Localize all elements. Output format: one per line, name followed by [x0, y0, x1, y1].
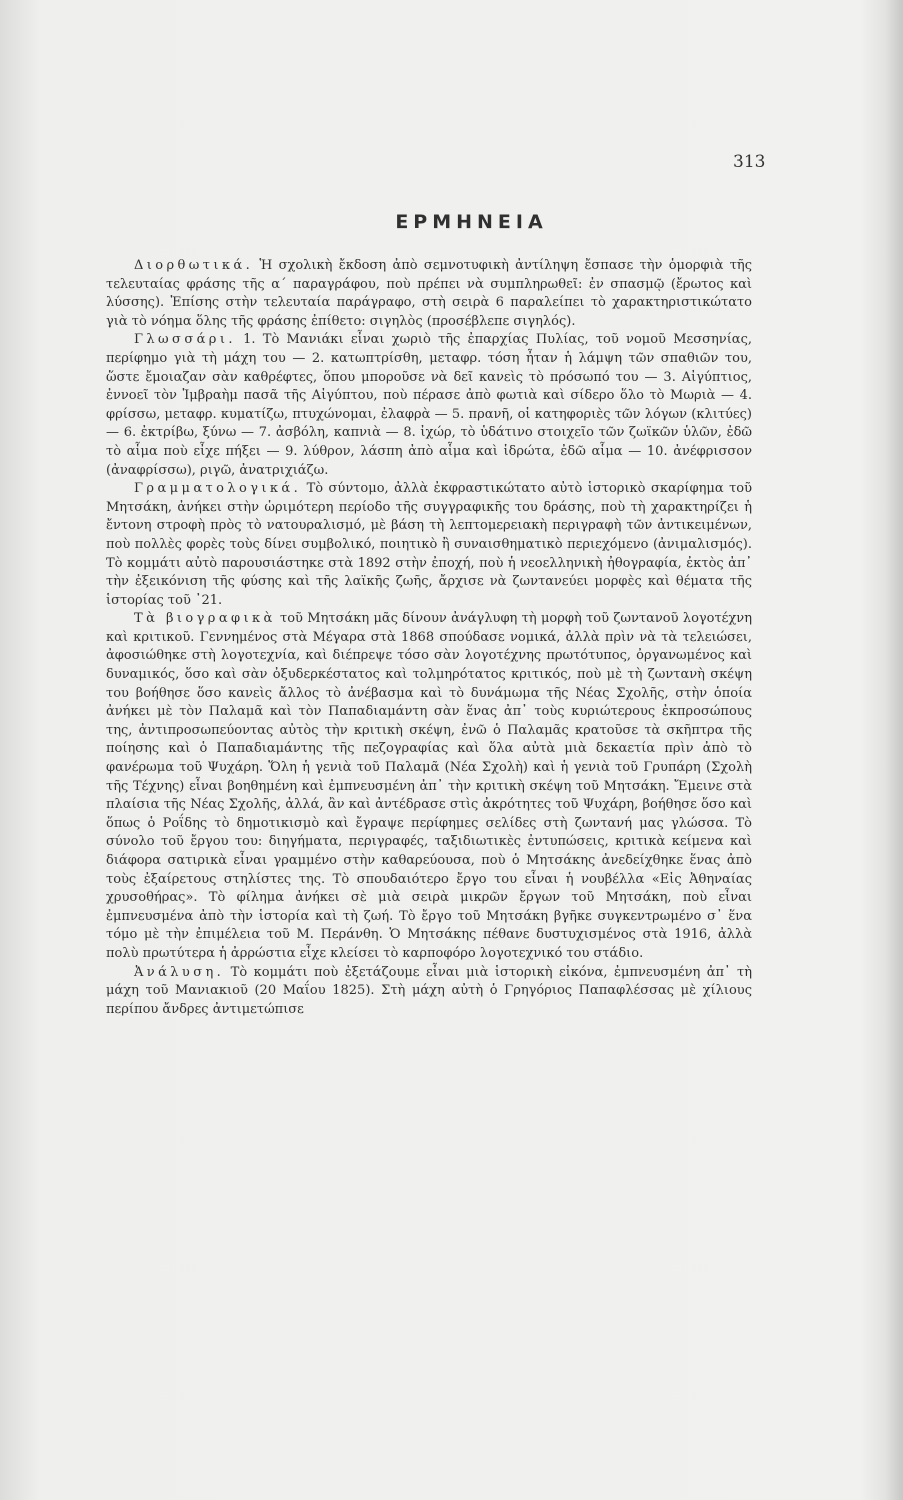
paragraph-text: Ἡ σχολικὴ ἔκδοση ἀπὸ σεμνοτυφικὴ ἀντίληψη ἔσπασε τὴν ὁμορφιὰ τῆς τελευταίας φράσης τῆς α΄ παραγράφου, ποὺ πρέπει νὰ συμπληρωθεῖ: ἐν σπασμῷ (ἔρωτος καὶ λύσσης). Ἐπίσης στὴν τελευταία παράγραφο, στὴ σειρὰ 6 παραλείπει τὸ χαρακτηριστικώτατο γιὰ τὸ νόημα ὅλης τῆς φράσης ἐπίθετο: σιγηλὸς (προσέβλεπε σιγηλός).	[106, 258, 752, 329]
paragraph-glossari	[106, 331, 752, 480]
section-label: Τὰ βιογραφικὰ	[134, 611, 276, 627]
body-text	[106, 257, 752, 1019]
paragraph-diorthotika	[106, 257, 752, 331]
paragraph-text: Τὸ κομμάτι ποὺ ἐξετάζουμε εἶναι μιὰ ἱστορικὴ εἰκόνα, ἐμπνευσμένη ἀπ᾽ τὴ μάχη τοῦ Μανιακιοῦ (20 Μαΐου 1825). Στὴ μάχη αὐτὴ ὁ Γρηγόριος Παπαφλέσσας μὲ χίλιους περίπου ἄνδρες ἀντιμετώπισε	[106, 964, 752, 1017]
paragraph-text: 1. Τὸ Μανιάκι εἶναι χωριὸ τῆς ἐπαρχίας Πυλίας, τοῦ νομοῦ Μεσσηνίας, περίφημο γιὰ τὴ μάχη του — 2. κατωπτρίσθη, μεταφρ. τόση ἦταν ἡ λάμψη τῶν σπαθιῶν του, ὥστε ἔμοιαζαν σὰν καθρέφτες, ὅπου μποροῦσε νὰ δεῖ κανεὶς τὸ πρόσωπό του — 3. Αἰγύπτιος, ἐννοεῖ τὸν Ἰμβραὴμ πασᾶ τῆς Αἰγύπτου, ποὺ πέρασε ἀπὸ φωτιὰ καὶ σίδερο ὅλο τὸ Μωριὰ — 4. φρίσσω, μεταφρ. κυματίζω, πτυχώνομαι, ἐλαφρὰ — 5. πρανῆ, οἱ κατηφοριὲς τῶν λόγων (κλιτύες) — 6. ἐκτρίβω, ξύνω — 7. ἀσβόλη, καπνιὰ — 8. ἰχώρ, τὸ ὑδάτινο στοιχεῖο τῶν ζωϊκῶν ὑλῶν, ἐδῶ τὸ αἷμα ποὺ εἶχε πήξει — 9. λύθρον, λάσπη ἀπὸ αἷμα καὶ ἱδρώτα, ἐδῶ αἷμα — 10. ἀνέφρισσον (ἀναφρίσσω), ριγῶ, ἀνατριχιάζω.	[106, 332, 752, 478]
page-heading: ΕΡΜΗΝΕΙΑ	[395, 211, 548, 233]
page-number: 313	[733, 152, 766, 172]
section-label: Γραμματολογικά.	[134, 481, 302, 497]
paragraph-biografika	[106, 610, 752, 963]
paragraph-analysi	[106, 964, 752, 1020]
paragraph-grammatologika	[106, 480, 752, 610]
section-label: Διορθωτικά.	[134, 258, 254, 273]
section-label: Γλωσσάρι.	[134, 332, 236, 348]
section-label: Ἀνάλυση.	[134, 964, 225, 980]
paragraph-text: τοῦ Μητσάκη μᾶς δίνουν ἀνάγλυφη τὴ μορφὴ τοῦ ζωντανοῦ λογοτέχνη καὶ κριτικοῦ. Γεννημένος στὰ Μέγαρα στὰ 1868 σπούδασε νομικά, ἀλλὰ πρὶν νὰ τὰ τελειώσει, ἀφοσιώθηκε στὴ λογοτεχνία, καὶ διέπρεψε τόσο σὰν λογοτέχνης πρωτότυπος, ὀργανωμένος καὶ δυναμικός, ὅσο καὶ σὰν ὀξυδερκέστατος καὶ τολμηρότατος κριτικός, ποὺ μὲ τὴ ζωντανὴ σκέψη του βοήθησε ὅσο κανεὶς ἄλλος τὸ ἀνέβασμα καὶ τὸ δυνάμωμα τῆς Νέας Σχολῆς, στὴν ὁποία ἀνήκει μὲ τὸν Παλαμᾶ καὶ τὸν Παπαδιαμάντη σὰν ἕνας ἀπ᾽ τοὺς κυριώτερους ἐκπροσώπους της, ἀντιπροσωπεύοντας αὐτὸς τὴν κριτικὴ σκέψη, ἐνῶ ὁ Παλαμᾶς κρατοῦσε τὰ σκῆπτρα τῆς ποίησης καὶ ὁ Παπαδιαμάντης τῆς πεζογραφίας καὶ ὅλα αὐτὰ μιὰ δεκαετία πρὶν ἀπὸ τὸ φανέρωμα τοῦ Ψυχάρη. Ὅλη ἡ γενιὰ τοῦ Παλαμᾶ (Νέα Σχολὴ) καὶ ἡ γενιὰ τοῦ Γρυπάρη (Σχολὴ τῆς Τέχνης) εἶναι βοηθημένη καὶ ἐμπνευσμένη ἀπ᾽ τὴν κριτικὴ σκέψη τοῦ Μητσάκη. Ἔμεινε στὰ πλαίσια τῆς Νέας Σχολῆς, ἀλλά, ἂν καὶ ἀντέδρασε στὶς ἀκρότητες τοῦ Ψυχάρη, βοήθησε ὅσο καὶ ὅπως ὁ Ροΐδης τὸ δημοτικισμὸ καὶ ἔγραψε περίφημες σελίδες στὴ ζωντανή μας γλώσσα. Τὸ σύνολο τοῦ ἔργου του: διηγήματα, περιγραφές, ταξιδιωτικὲς ἐντυπώσεις, κριτικὰ κείμενα καὶ διάφορα σατιρικὰ εἶναι γραμμένο στὴν καθαρεύουσα, ποὺ ὁ Μητσάκης ἀνεδείχθηκε ἕνας ἀπὸ τοὺς ἐξαίρετους στηλίστες της. Τὸ σπουδαιότερο ἔργο του εἶναι ἡ νουβέλλα «Εἰς Ἀθηναίας χρυσοθήρας». Τὸ φίλημα ἀνήκει σὲ μιὰ σειρὰ μικρῶν ἔργων τοῦ Μητσάκη, ποὺ εἶναι ἐμπνευσμένα ἀπὸ τὴν ἱστορία καὶ τὴ ζωή. Τὸ ἔργο τοῦ Μητσάκη βγῆκε συγκεντρωμένο σ᾽ ἕνα τόμο μὲ τὴν ἐπιμέλεια τοῦ Μ. Περάνθη. Ὁ Μητσάκης πέθανε δυστυχισμένος στὰ 1916, ἀλλὰ πολὺ πρωτύτερα ἡ ἀρρώστια εἶχε κλείσει τὸ καρποφόρο λογοτεχνικό του στάδιο.	[106, 611, 752, 961]
paragraph-text: Τὸ σύντομο, ἀλλὰ ἐκφραστικώτατο αὐτὸ ἱστορικὸ σκαρίφημα τοῦ Μητσάκη, ἀνήκει στὴν ὡριμότερη περίοδο τῆς συγγραφικῆς του δράσης, ποὺ τὴ χαρακτηρίζει ἡ ἔντονη στροφὴ πρὸς τὸ νατουραλισμό, μὲ βάση τὴ λεπτομερειακὴ περιγραφὴ τῶν ἀντικειμένων, ποὺ πολλὲς φορὲς τοὺς δίνει συμβολικό, ποιητικὸ ἢ συναισθηματικὸ περιεχόμενο (ἀνιμαλισμός). Τὸ κομμάτι αὐτὸ παρουσιάστηκε στὰ 1892 στὴν ἐποχή, ποὺ ἡ νεοελληνικὴ ἠθογραφία, ἐκτὸς ἀπ᾽ τὴν ἐξεικόνιση τῆς φύσης καὶ τῆς λαϊκῆς ζωῆς, ἄρχισε νὰ ζωντανεύει μορφὲς καὶ θέματα τῆς ἱστορίας τοῦ ᾽21.	[106, 481, 752, 608]
